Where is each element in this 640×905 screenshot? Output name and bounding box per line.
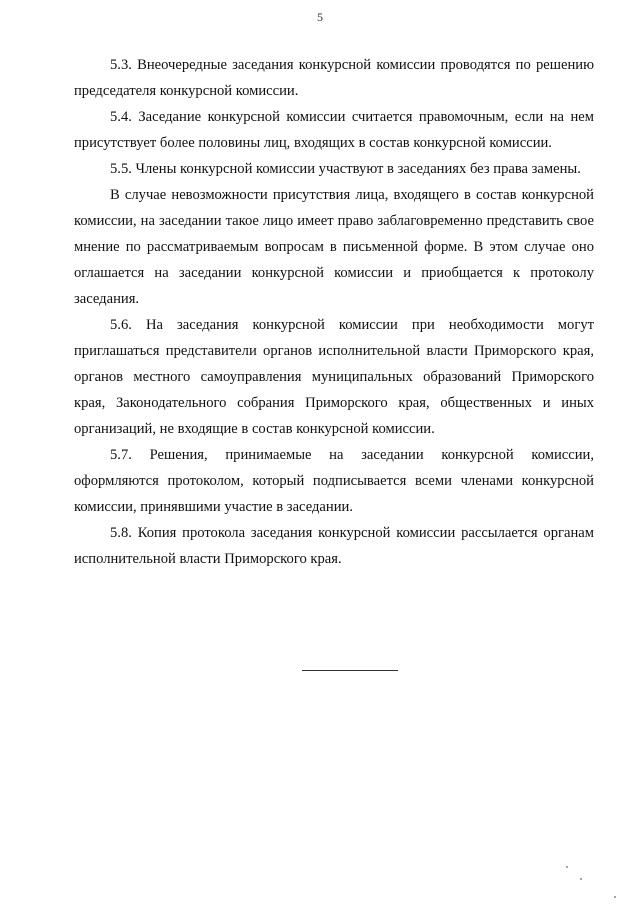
- paragraph-5-6: 5.6. На заседания конкурсной комиссии при необходимости могут приглашаться представители органов исполнительной власти Приморского края, органов местного самоуправления муниципальных образований Приморского края, Законодательного собрания Приморского края, общественных и иных организаций, не входящие в состав конкурсной комиссии.: [74, 317, 594, 437]
- paragraph-5-3: 5.3. Внеочередные заседания конкурсной комиссии проводятся по решению председателя конкурсной комиссии.: [74, 57, 594, 99]
- paragraph-5-7: 5.7. Решения, принимаемые на заседании конкурсной комиссии, оформляются протоколом, который подписывается всеми членами конкурсной комиссии, принявшими участие в заседании.: [74, 447, 594, 515]
- scan-speck: [580, 878, 582, 880]
- page-number: 5: [317, 10, 323, 24]
- paragraph-5-8: 5.8. Копия протокола заседания конкурсной комиссии рассылается органам исполнительной власти Приморского края.: [74, 525, 594, 567]
- paragraph-5-5: 5.5. Члены конкурсной комиссии участвуют в заседаниях без права замены.: [110, 161, 581, 177]
- document-body: [74, 52, 594, 572]
- scan-speck: [614, 896, 616, 898]
- end-separator-line: [302, 670, 398, 671]
- paragraph-5-5-continued: В случае невозможности присутствия лица, входящего в состав конкурсной комиссии, на заседании такое лицо имеет право заблаговременно представить свое мнение по рассматриваемым вопросам в письменной форме. В этом случае оно оглашается на заседании конкурсной комиссии и приобщается к протоколу заседания.: [74, 187, 594, 307]
- scan-speck: [566, 866, 568, 868]
- paragraph-5-4: 5.4. Заседание конкурсной комиссии считается правомочным, если на нем присутствует более половины лиц, входящих в состав конкурсной комиссии.: [74, 109, 594, 151]
